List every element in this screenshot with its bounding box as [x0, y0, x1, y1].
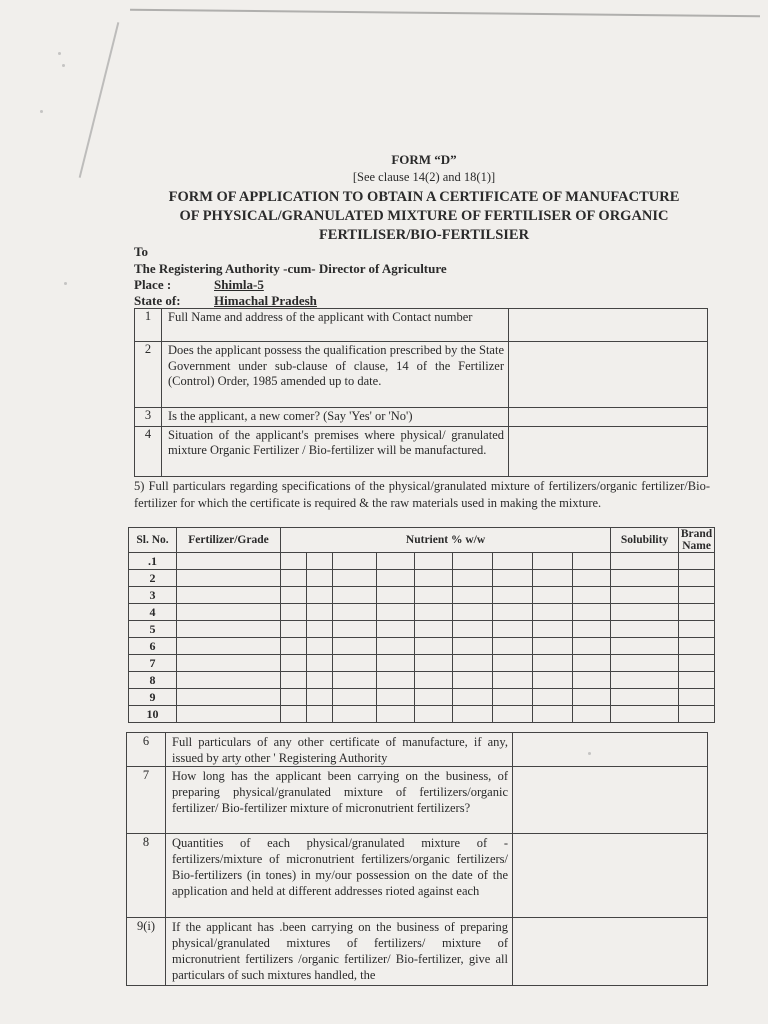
- table-cell[interactable]: [493, 638, 533, 655]
- table-cell[interactable]: [377, 553, 415, 570]
- table-cell[interactable]: [453, 655, 493, 672]
- table-cell[interactable]: [415, 570, 453, 587]
- table-row: [129, 638, 715, 655]
- table-cell[interactable]: [453, 706, 493, 723]
- table-cell[interactable]: [281, 672, 307, 689]
- table-cell[interactable]: [281, 689, 307, 706]
- table-cell[interactable]: [533, 587, 573, 604]
- table-cell[interactable]: [333, 604, 377, 621]
- table-cell[interactable]: [573, 587, 611, 604]
- table-cell[interactable]: [333, 655, 377, 672]
- table-cell[interactable]: [177, 672, 281, 689]
- table-cell[interactable]: [453, 638, 493, 655]
- table-row: [129, 604, 715, 621]
- question-row: [127, 733, 708, 767]
- table-cell[interactable]: [415, 621, 453, 638]
- table-cell[interactable]: [679, 604, 715, 621]
- table-cell[interactable]: [611, 604, 679, 621]
- answer-cell[interactable]: [513, 767, 708, 834]
- table-cell[interactable]: [611, 689, 679, 706]
- question-text: Full particulars of any other certificate of manufacture, if any, issued by arty other ' Registering Authority: [166, 733, 513, 767]
- table-row: [129, 672, 715, 689]
- table-cell[interactable]: [533, 621, 573, 638]
- answer-cell[interactable]: [509, 342, 708, 408]
- table-cell[interactable]: [493, 655, 533, 672]
- form-title-line: OF PHYSICAL/GRANULATED MIXTURE OF FERTILISER OF ORGANIC: [179, 208, 669, 224]
- table-cell[interactable]: [281, 553, 307, 570]
- state-label: State of:: [134, 293, 181, 308]
- table-cell[interactable]: [453, 570, 493, 587]
- question-number: 4: [135, 426, 162, 476]
- table-cell[interactable]: [377, 587, 415, 604]
- table-cell[interactable]: [493, 706, 533, 723]
- serial-number-cell: .1: [129, 553, 177, 570]
- table-cell[interactable]: [611, 655, 679, 672]
- table-cell[interactable]: [177, 570, 281, 587]
- table-row: [129, 621, 715, 638]
- table-cell[interactable]: [415, 672, 453, 689]
- question-text: Full Name and address of the applicant with Contact number: [162, 309, 509, 342]
- table-cell[interactable]: [281, 655, 307, 672]
- table-cell[interactable]: [679, 621, 715, 638]
- table-cell[interactable]: [307, 621, 333, 638]
- table-cell[interactable]: [177, 638, 281, 655]
- table-cell[interactable]: [333, 638, 377, 655]
- table-cell[interactable]: [177, 655, 281, 672]
- question-number: 3: [135, 408, 162, 427]
- question-number: 7: [127, 767, 166, 834]
- header-nutrient: Nutrient % w/w: [281, 528, 611, 553]
- table-cell[interactable]: [453, 604, 493, 621]
- place-line: [134, 277, 264, 293]
- table-cell[interactable]: [333, 672, 377, 689]
- table-cell[interactable]: [493, 604, 533, 621]
- question-row: [135, 342, 708, 408]
- table-cell[interactable]: [611, 706, 679, 723]
- table-cell[interactable]: [177, 689, 281, 706]
- table-cell[interactable]: [533, 604, 573, 621]
- question-text: Does the applicant possess the qualification prescribed by the State Government under sub-clause of clause, 14 of the Fertilizer (Control) Order, 1985 amended up to date.: [162, 342, 509, 408]
- table-cell[interactable]: [377, 570, 415, 587]
- table-cell[interactable]: [177, 621, 281, 638]
- scan-speck: [62, 64, 65, 67]
- form-title-line: FORM OF APPLICATION TO OBTAIN A CERTIFICATE OF MANUFACTURE: [168, 189, 680, 205]
- table-cell[interactable]: [453, 621, 493, 638]
- table-cell[interactable]: [307, 638, 333, 655]
- table-cell[interactable]: [493, 553, 533, 570]
- authority-line: The Registering Authority -cum- Director of Agriculture: [134, 261, 447, 276]
- header-solubility: Solubility: [611, 528, 679, 553]
- table-cell[interactable]: [307, 706, 333, 723]
- question-row: [135, 408, 708, 427]
- form-label: FORM “D”: [391, 152, 457, 167]
- table-cell[interactable]: [415, 655, 453, 672]
- table-cell[interactable]: [573, 621, 611, 638]
- table-cell[interactable]: [573, 604, 611, 621]
- table-cell[interactable]: [453, 553, 493, 570]
- serial-number-cell: 9: [129, 689, 177, 706]
- state-value: Himachal Pradesh: [214, 293, 317, 308]
- table-cell[interactable]: [307, 570, 333, 587]
- table-cell[interactable]: [533, 655, 573, 672]
- table-cell[interactable]: [493, 672, 533, 689]
- table-cell[interactable]: [377, 621, 415, 638]
- table-cell[interactable]: [679, 672, 715, 689]
- form-title: [0, 188, 768, 245]
- answer-cell[interactable]: [513, 918, 708, 986]
- scan-speck: [58, 52, 61, 55]
- table-cell[interactable]: [415, 689, 453, 706]
- serial-number-cell: 6: [129, 638, 177, 655]
- table-cell[interactable]: [611, 570, 679, 587]
- answer-cell[interactable]: [509, 408, 708, 427]
- scan-speck: [40, 110, 43, 113]
- table-cell[interactable]: [333, 570, 377, 587]
- table-cell[interactable]: [415, 604, 453, 621]
- serial-number-cell: 2: [129, 570, 177, 587]
- table-cell[interactable]: [453, 587, 493, 604]
- question-text: If the applicant has .been carrying on the business of preparing physical/granulated mixtures of fertilizers/ mixture of micronutrient fertilizers /organic fertilizer/ Bio-fertilizer, give all particulars of such mixtures handled, the: [166, 918, 513, 986]
- table-cell[interactable]: [573, 553, 611, 570]
- question-row: [135, 309, 708, 342]
- answer-cell[interactable]: [513, 834, 708, 918]
- table-cell[interactable]: [415, 706, 453, 723]
- table-row: [129, 587, 715, 604]
- table-cell[interactable]: [679, 689, 715, 706]
- table-cell[interactable]: [679, 553, 715, 570]
- table-row: [129, 655, 715, 672]
- table-cell[interactable]: [281, 604, 307, 621]
- table-row: [129, 570, 715, 587]
- table-cell[interactable]: [281, 621, 307, 638]
- table-cell[interactable]: [333, 689, 377, 706]
- serial-number-cell: 8: [129, 672, 177, 689]
- header-fertilizer-grade: Fertilizer/Grade: [177, 528, 281, 553]
- header-brand-name: Brand Name: [679, 528, 715, 553]
- table-cell[interactable]: [679, 638, 715, 655]
- table-cell[interactable]: [493, 587, 533, 604]
- table-cell[interactable]: [679, 570, 715, 587]
- question-number: 8: [127, 834, 166, 918]
- table-cell[interactable]: [377, 706, 415, 723]
- question-text: Situation of the applicant's premises where physical/ granulated mixture Organic Fertilizer / Bio-fertilizer will be manufactured.: [162, 426, 509, 476]
- table-row: [129, 706, 715, 723]
- table-cell[interactable]: [415, 638, 453, 655]
- table-cell[interactable]: [177, 553, 281, 570]
- table-cell[interactable]: [493, 570, 533, 587]
- question-text: Quantities of each physical/granulated mixture of - fertilizers/mixture of micronutrient fertilizers/organic fertilizers/ Bio-fertilizers (in tones) in my/our possession on the date of the application and held at different addresses rioted against each: [166, 834, 513, 918]
- table-cell[interactable]: [307, 689, 333, 706]
- to-label: To: [134, 244, 148, 259]
- clause-reference: [See clause 14(2) and 18(1)]: [352, 170, 496, 184]
- table-cell[interactable]: [679, 706, 715, 723]
- question-row: [127, 918, 708, 986]
- table-cell[interactable]: [573, 570, 611, 587]
- table-cell[interactable]: [453, 689, 493, 706]
- question-text: Is the applicant, a new comer? (Say 'Yes' or 'No'): [162, 408, 509, 427]
- serial-number-cell: 3: [129, 587, 177, 604]
- question-number: 9(i): [127, 918, 166, 986]
- question-number: 2: [135, 342, 162, 408]
- table-cell[interactable]: [377, 672, 415, 689]
- questions-table-part2: [126, 732, 708, 986]
- answer-cell[interactable]: [509, 309, 708, 342]
- table-cell[interactable]: [493, 621, 533, 638]
- table-cell[interactable]: [611, 638, 679, 655]
- serial-number-cell: 4: [129, 604, 177, 621]
- table-cell[interactable]: [573, 689, 611, 706]
- table-cell[interactable]: [281, 587, 307, 604]
- serial-number-cell: 5: [129, 621, 177, 638]
- question-number: 6: [127, 733, 166, 767]
- table-cell[interactable]: [307, 553, 333, 570]
- table-cell[interactable]: [333, 706, 377, 723]
- serial-number-cell: 7: [129, 655, 177, 672]
- state-line: [134, 293, 317, 309]
- table-cell[interactable]: [679, 655, 715, 672]
- table-row: [129, 553, 715, 570]
- table-cell[interactable]: [533, 672, 573, 689]
- table-cell[interactable]: [573, 706, 611, 723]
- table-cell[interactable]: [177, 604, 281, 621]
- section-5-text: 5) Full particulars regarding specifications of the physical/granulated mixture of fertilizers/organic fertilizer/Bio-fertilizer for which the certificate is required & the raw materials used in making the mixture.: [134, 479, 710, 510]
- table-header-row: [129, 528, 715, 553]
- table-cell[interactable]: [533, 638, 573, 655]
- table-cell[interactable]: [377, 604, 415, 621]
- table-cell[interactable]: [281, 638, 307, 655]
- table-cell[interactable]: [533, 689, 573, 706]
- place-value: Shimla-5: [214, 277, 264, 292]
- table-cell[interactable]: [177, 587, 281, 604]
- table-cell[interactable]: [333, 621, 377, 638]
- table-cell[interactable]: [333, 553, 377, 570]
- table-cell[interactable]: [611, 672, 679, 689]
- table-cell[interactable]: [611, 621, 679, 638]
- header-sl-no: Sl. No.: [129, 528, 177, 553]
- table-cell[interactable]: [533, 570, 573, 587]
- table-cell[interactable]: [533, 553, 573, 570]
- table-cell[interactable]: [611, 587, 679, 604]
- questions-table-part1: [134, 308, 708, 477]
- question-text: How long has the applicant been carrying on the business, of preparing physical/granulated mixture of fertilizers/organic fertilizer/ Bio-fertilizer mixture of micronutrient fertilizers?: [166, 767, 513, 834]
- fertilizer-specs-table: [128, 527, 715, 723]
- serial-number-cell: 10: [129, 706, 177, 723]
- table-cell[interactable]: [533, 706, 573, 723]
- table-cell[interactable]: [281, 570, 307, 587]
- table-cell[interactable]: [493, 689, 533, 706]
- table-cell[interactable]: [307, 587, 333, 604]
- table-row: [129, 689, 715, 706]
- table-cell[interactable]: [415, 553, 453, 570]
- table-cell[interactable]: [333, 587, 377, 604]
- scan-edge-line: [130, 9, 760, 22]
- table-cell[interactable]: [611, 553, 679, 570]
- answer-cell[interactable]: [513, 733, 708, 767]
- table-cell[interactable]: [281, 706, 307, 723]
- place-label: Place :: [134, 277, 172, 292]
- table-cell[interactable]: [453, 672, 493, 689]
- table-cell[interactable]: [377, 638, 415, 655]
- question-number: 1: [135, 309, 162, 342]
- table-cell[interactable]: [573, 655, 611, 672]
- table-cell[interactable]: [377, 689, 415, 706]
- table-cell[interactable]: [307, 604, 333, 621]
- table-cell[interactable]: [177, 706, 281, 723]
- table-cell[interactable]: [573, 672, 611, 689]
- answer-cell[interactable]: [509, 426, 708, 476]
- table-cell[interactable]: [573, 638, 611, 655]
- question-row: [127, 767, 708, 834]
- question-row: [127, 834, 708, 918]
- question-row: [135, 426, 708, 476]
- form-title-line: FERTILISER/BIO-FERTILSIER: [318, 227, 530, 243]
- table-cell[interactable]: [307, 655, 333, 672]
- table-cell[interactable]: [377, 655, 415, 672]
- scan-speck: [64, 282, 67, 285]
- table-cell[interactable]: [307, 672, 333, 689]
- table-cell[interactable]: [679, 587, 715, 604]
- table-cell[interactable]: [415, 587, 453, 604]
